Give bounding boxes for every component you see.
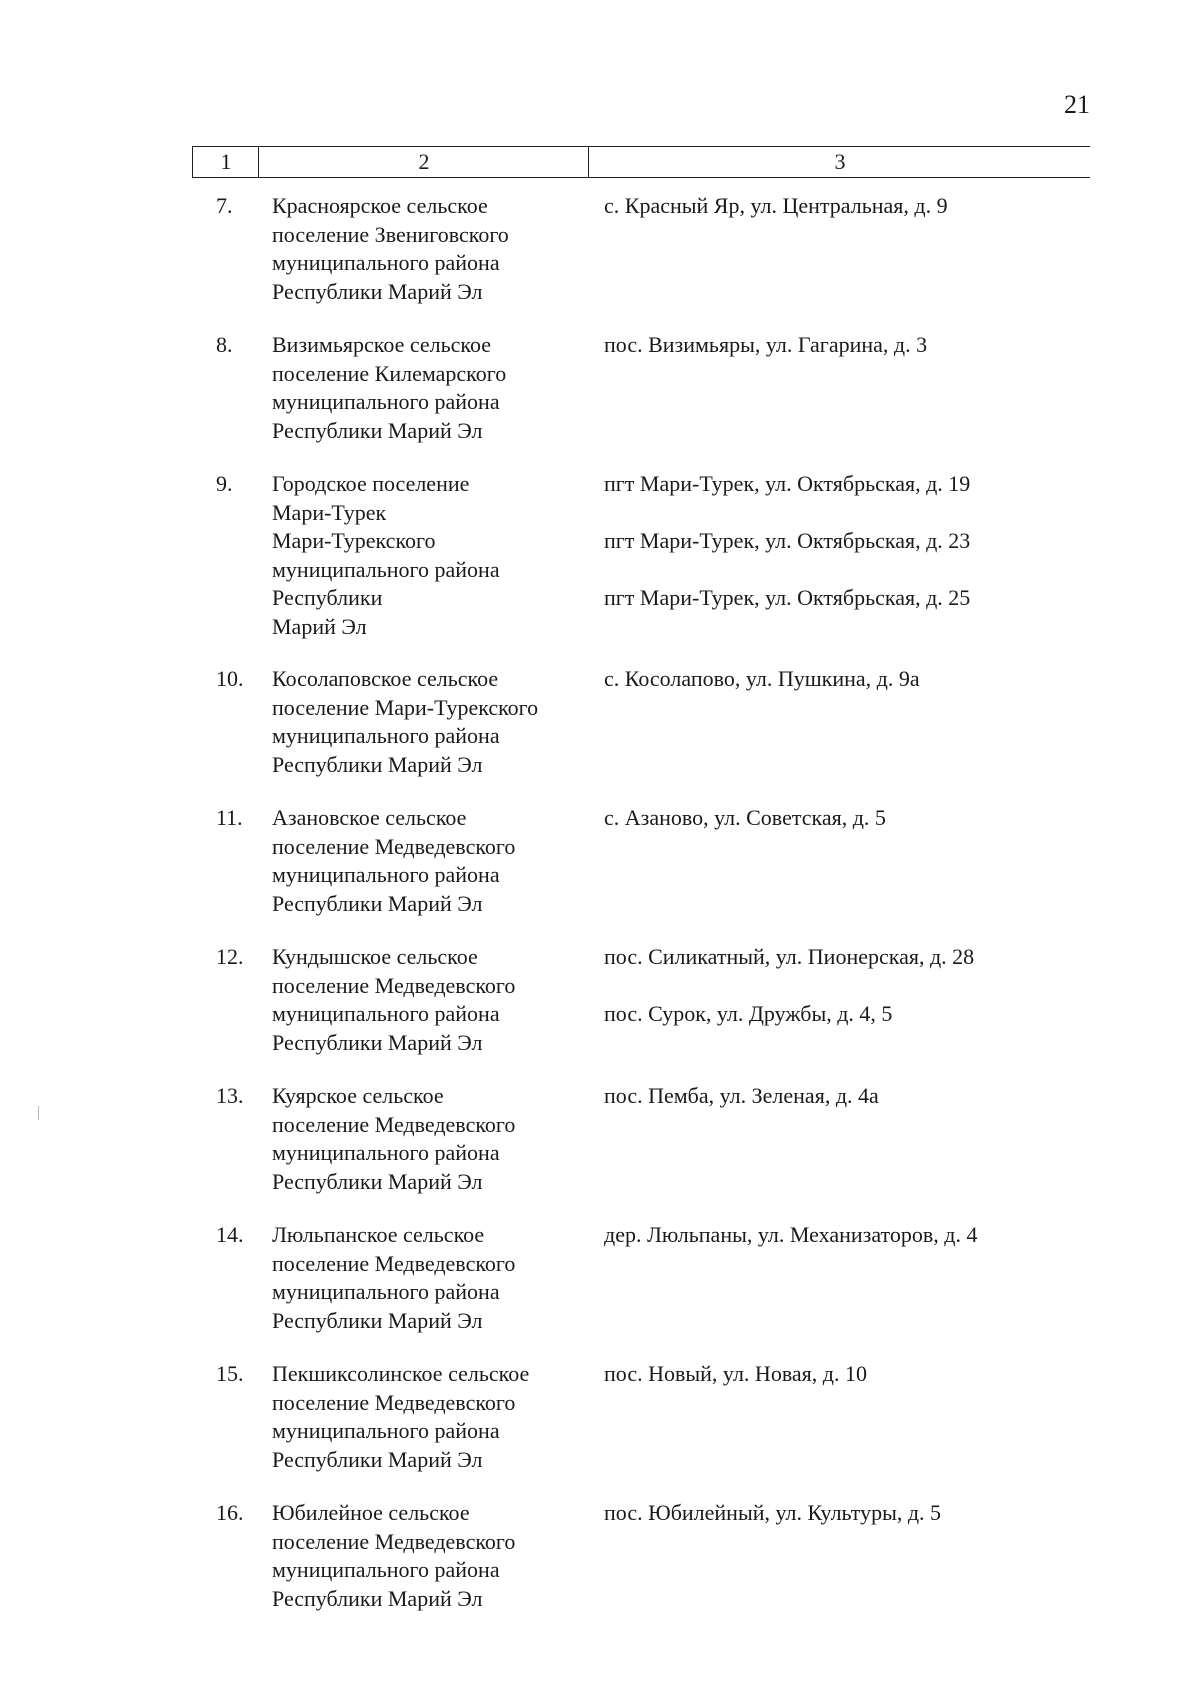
column-header-3: 3 — [588, 147, 1091, 177]
table-header — [192, 146, 1090, 178]
settlement-name: Пекшиксолинское сельское поселение Медведевского муниципального района Республики Марий Эл — [272, 1361, 530, 1472]
address-line: пос. Силикатный, ул. Пионерская, д. 28 — [604, 944, 975, 969]
address-cell — [604, 943, 1084, 1029]
row-number: 14. — [216, 1222, 244, 1247]
row-number: 11. — [216, 805, 243, 830]
address-cell — [604, 665, 1084, 694]
table-row — [192, 331, 1090, 470]
settlement-name: Люльпанское сельское поселение Медведевского муниципального района Республики Марий Эл — [272, 1222, 516, 1333]
address-line: дер. Люльпаны, ул. Механизаторов, д. 4 — [604, 1222, 978, 1247]
table-body — [192, 192, 1090, 1638]
settlement-name: Косолаповское сельское поселение Мари-Турекского муниципального района Республики Марий Эл — [272, 666, 539, 777]
address-cell — [604, 1082, 1084, 1111]
address-line: пос. Пемба, ул. Зеленая, д. 4а — [604, 1083, 879, 1108]
address-line: пос. Сурок, ул. Дружбы, д. 4, 5 — [604, 1001, 893, 1026]
settlement-name: Городское поселение Мари-Турек Мари-Турекского муниципального района Республики Марий Эл — [272, 471, 500, 639]
table-row — [192, 470, 1090, 665]
address-line: пос. Юбилейный, ул. Культуры, д. 5 — [604, 1500, 942, 1525]
table-row — [192, 943, 1090, 1082]
address-cell — [604, 1221, 1084, 1250]
settlement-name: Юбилейное сельское поселение Медведевского муниципального района Республики Марий Эл — [272, 1500, 516, 1611]
address-line: пос. Новый, ул. Новая, д. 10 — [604, 1361, 867, 1386]
address-line: пос. Визимьяры, ул. Гагарина, д. 3 — [604, 332, 928, 357]
row-number: 9. — [216, 471, 233, 496]
address-line: пгт Мари-Турек, ул. Октябрьская, д. 23 — [604, 528, 971, 553]
table-row — [192, 1499, 1090, 1638]
address-cell — [604, 1360, 1084, 1389]
table-row — [192, 665, 1090, 804]
row-number: 12. — [216, 944, 244, 969]
table-row — [192, 804, 1090, 943]
table-row — [192, 192, 1090, 331]
page-number: 21 — [1064, 90, 1090, 119]
column-header-2: 2 — [258, 147, 589, 177]
scan-margin-mark — [38, 1106, 39, 1120]
settlement-name: Красноярское сельское поселение Звениговского муниципального района Республики Марий Эл — [272, 193, 509, 304]
address-line: с. Красный Яр, ул. Центральная, д. 9 — [604, 193, 948, 218]
address-cell — [604, 470, 1084, 613]
row-number: 15. — [216, 1361, 244, 1386]
address-cell — [604, 804, 1084, 833]
row-number: 10. — [216, 666, 244, 691]
settlement-name: Кундышское сельское поселение Медведевского муниципального района Республики Марий Эл — [272, 944, 516, 1055]
row-number: 16. — [216, 1500, 244, 1525]
row-number: 8. — [216, 332, 233, 357]
table-row — [192, 1082, 1090, 1221]
address-line: с. Азаново, ул. Советская, д. 5 — [604, 805, 886, 830]
row-number: 13. — [216, 1083, 244, 1108]
table-row — [192, 1360, 1090, 1499]
address-line: пгт Мари-Турек, ул. Октябрьская, д. 19 — [604, 471, 971, 496]
table-row — [192, 1221, 1090, 1360]
settlement-name: Визимьярское сельское поселение Килемарского муниципального района Республики Марий Эл — [272, 332, 507, 443]
column-header-1: 1 — [192, 147, 259, 177]
address-cell — [604, 1499, 1084, 1528]
row-number: 7. — [216, 193, 233, 218]
settlement-name: Азановское сельское поселение Медведевского муниципального района Республики Марий Эл — [272, 805, 516, 916]
address-line: пгт Мари-Турек, ул. Октябрьская, д. 25 — [604, 585, 971, 610]
address-cell — [604, 331, 1084, 360]
settlement-name: Куярское сельское поселение Медведевского муниципального района Республики Марий Эл — [272, 1083, 516, 1194]
address-line: с. Косолапово, ул. Пушкина, д. 9а — [604, 666, 920, 691]
address-cell — [604, 192, 1084, 221]
